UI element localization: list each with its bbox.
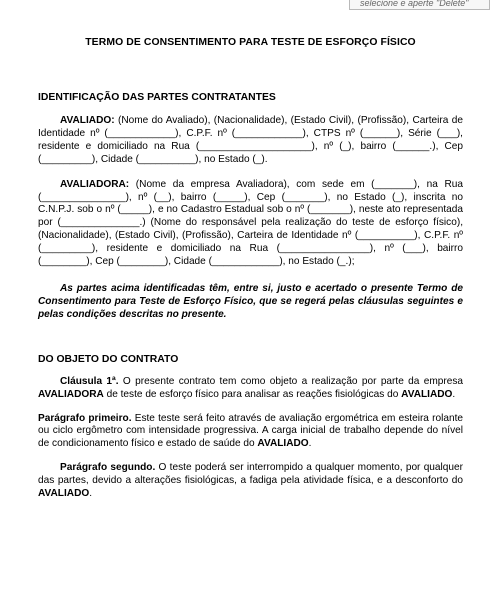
paragraph-first-text: Este teste será feito através de avaliação ergométrica em esteira rolante ou ciclo ergômetro com intensidade progressiva. A carga inicial de trabalho depende do nível de condicionamento físico e estado de saúde do: [38, 412, 463, 450]
paragraph-second-bold: AVALIADO: [38, 488, 90, 500]
clause-1-bold-1: AVALIADORA: [38, 388, 104, 400]
document-page: [38, 37, 463, 501]
paragraph-first-label: Parágrafo primeiro.: [38, 412, 132, 424]
paragraph-evaluator: [38, 179, 463, 269]
clause-1-bold-2: AVALIADO: [401, 388, 453, 400]
paragraph-agreement: As partes acima identificadas têm, entre si, justo e acertado o presente Termo de Consentimento para Teste de Esforço Físico, que se regerá pelas cláusulas seguintes e pelas condições descritas no presente.: [38, 282, 463, 320]
delete-hint-box: [349, 0, 490, 10]
paragraph-clause-1: [38, 376, 463, 402]
paragraph-second-end: .: [89, 488, 93, 500]
paragraph-second-label: Parágrafo segundo.: [60, 462, 156, 474]
evaluator-label: AVALIADORA:: [60, 178, 130, 190]
paragraph-second: [38, 462, 463, 501]
paragraph-evaluated: [38, 115, 463, 167]
evaluated-label: AVALIADO:: [60, 115, 115, 126]
paragraph-second-text: O teste poderá ser interrompido a qualquer momento, por qualquer das partes, devido a alterações fisiológicas, a fadiga pela atividade física, e a desconforto do: [38, 462, 463, 487]
delete-hint-text: selecione e aperte "Delete": [360, 0, 469, 8]
section-heading-identification: IDENTIFICAÇÃO DAS PARTES CONTRATANTES: [38, 92, 276, 103]
paragraph-first-end: .: [308, 438, 312, 450]
paragraph-first-bold: AVALIADO: [257, 438, 309, 450]
evaluated-text: (Nome do Avaliado), (Nacionalidade), (Estado Civil), (Profissão), Carteira de Identidade nº (____________), C.P.F. nº (____________), CTPS nº (______), Série (___), residente e domiciliado na Rua (____________________), nº (_), bairro (______.), Cep (_________), Cidade (__________), no Estado (_).: [38, 115, 463, 165]
document-title: TERMO DE CONSENTIMENTO PARA TESTE DE ESFORÇO FÍSICO: [85, 37, 416, 48]
clause-1-end: .: [452, 388, 456, 400]
clause-1-label: Cláusula 1ª.: [60, 375, 119, 387]
evaluator-text: (Nome da empresa Avaliadora), com sede em (_______), na Rua (_______________), nº (__), bairro (_____), Cep (_______), no Estado (_), inscrita no C.N.P.J. sob o nº (_____), e no Cadastro Estadual sob o nº (_______), neste ato representada por (______________.) (Nome do responsável pela realização do teste de esforço físico), (Nacionalidade), (Estado Civil), (Profissão), Carteira de Identidade nº (__________), C.P.F. nº (_________), residente e domiciliado na Rua (________________), nº (___), bairro (________), Cep (________), Cidade (____________), no Estado (_.);: [38, 178, 463, 268]
clause-1-text-2: de teste de esforço físico para analisar as reações fisiológicas do: [103, 388, 402, 400]
section-heading-object: DO OBJETO DO CONTRATO: [38, 353, 179, 365]
clause-1-text-1: O presente contrato tem como objeto a realização por parte da empresa: [118, 375, 464, 387]
paragraph-first: [38, 413, 463, 452]
